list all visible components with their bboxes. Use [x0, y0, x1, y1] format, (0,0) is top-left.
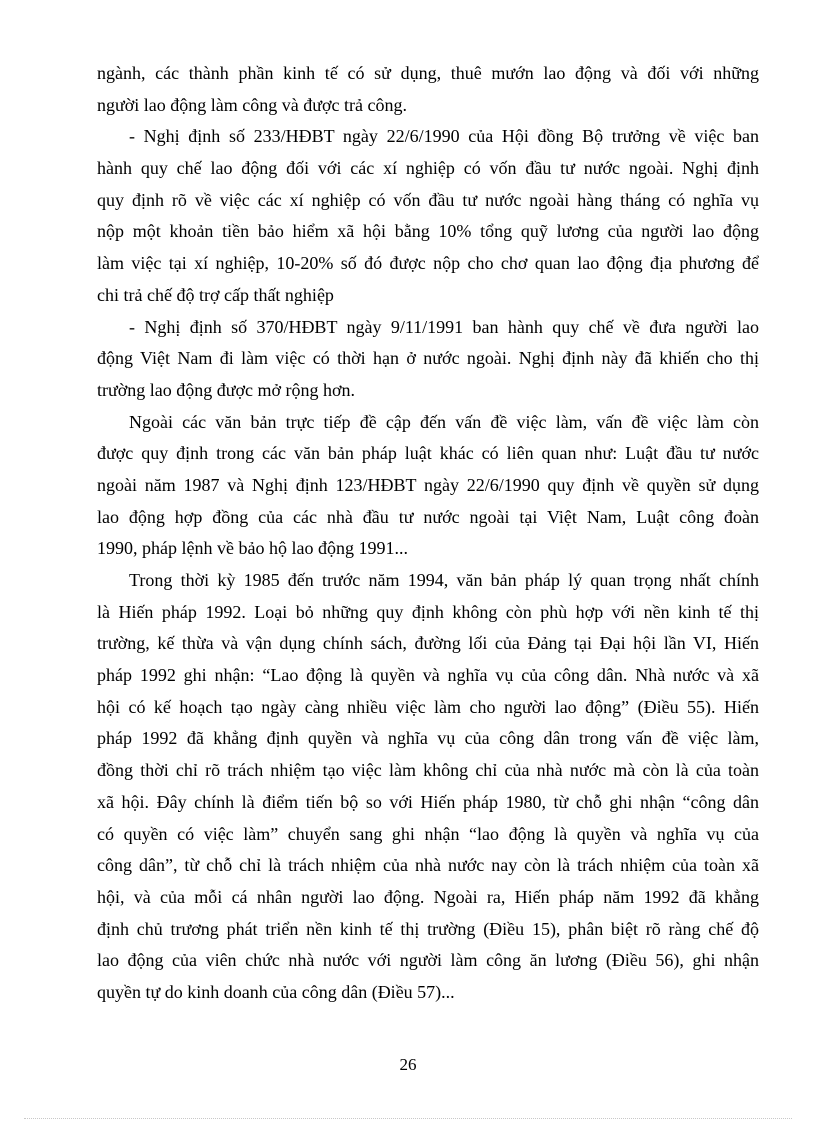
- text-line: có quyền có việc làm” chuyển sang ghi nhận “lao động là quyền và nghĩa vụ của: [97, 823, 759, 844]
- text-line: hội, và của mỗi cá nhân người lao động. Ngoài ra, Hiến pháp năm 1992 đã khẳng: [97, 886, 759, 907]
- text-line: quy định rõ về việc các xí nghiệp có vốn đầu tư nước ngoài hàng tháng có nghĩa vụ: [97, 189, 759, 210]
- paragraph: [97, 121, 759, 311]
- paragraph: [97, 312, 759, 407]
- text-line: chi trả chế độ trợ cấp thất nghiệp: [97, 284, 334, 305]
- text-line: hội có kế hoạch tạo ngày càng nhiều việc làm cho người lao động” (Điều 55). Hiến: [97, 696, 759, 717]
- text-line: 1990, pháp lệnh về bảo hộ lao động 1991...: [97, 538, 408, 559]
- document-body: [97, 58, 759, 1009]
- text-line: pháp 1992 ghi nhận: “Lao động là quyền và nghĩa vụ của công dân. Nhà nước và xã: [97, 665, 759, 686]
- page-number: 26: [399, 1055, 417, 1074]
- text-line: người lao động làm công và được trả công.: [97, 94, 407, 115]
- text-line: trường, kế thừa và vận dụng chính sách, đường lối của Đảng tại Đại hội lần VI, Hiến: [97, 633, 759, 654]
- text-line: nộp một khoản tiền bảo hiểm xã hội bằng 10% tổng quỹ lương của người lao động: [97, 221, 759, 242]
- text-line: đồng thời chỉ rõ trách nhiệm tạo việc làm không chỉ của nhà nước mà còn là của toàn: [97, 760, 759, 781]
- text-line: ngoài năm 1987 và Nghị định 123/HĐBT ngày 22/6/1990 quy định về quyền sử dụng: [97, 474, 759, 495]
- page-bottom-divider: [24, 1118, 792, 1119]
- paragraph: [97, 407, 759, 565]
- text-line: Ngoài các văn bản trực tiếp đề cập đến vấn đề việc làm, vấn đề việc làm còn: [129, 411, 759, 432]
- text-line: là Hiến pháp 1992. Loại bỏ những quy định không còn phù hợp với nền kinh tế thị: [97, 601, 759, 622]
- text-line: xã hội. Đây chính là điểm tiến bộ so với Hiến pháp 1980, từ chỗ ghi nhận “công dân: [97, 791, 759, 812]
- text-line: - Nghị định số 233/HĐBT ngày 22/6/1990 của Hội đồng Bộ trưởng về việc ban: [129, 126, 759, 147]
- text-line: - Nghị định số 370/HĐBT ngày 9/11/1991 ban hành quy chế về đưa người lao: [129, 316, 759, 337]
- text-line: lao động hợp đồng của các nhà đầu tư nước ngoài tại Việt Nam, Luật công đoàn: [97, 506, 759, 527]
- text-line: lao động của viên chức nhà nước với người làm công ăn lương (Điều 56), ghi nhận: [97, 950, 759, 971]
- text-line: làm việc tại xí nghiệp, 10-20% số đó được nộp cho chơ quan lao động địa phương để: [97, 253, 759, 274]
- text-line: ngành, các thành phần kinh tế có sử dụng, thuê mướn lao động và đối với những: [97, 63, 759, 83]
- text-line: động Việt Nam đi làm việc có thời hạn ở nước ngoài. Nghị định này đã khiến cho thị: [97, 348, 759, 369]
- text-line: hành quy chế lao động đối với các xí nghiệp có vốn đầu tư nước ngoài. Nghị định: [97, 158, 759, 179]
- text-line: quyền tự do kinh doanh của công dân (Điều 57)...: [97, 981, 455, 1002]
- paragraph: [97, 565, 759, 1009]
- text-line: trường lao động được mở rộng hơn.: [97, 379, 356, 400]
- text-line: được quy định trong các văn bản pháp luật khác có liên quan như: Luật đầu tư nước: [97, 443, 759, 464]
- text-line: pháp 1992 đã khẳng định quyền và nghĩa vụ của công dân trong vấn đề việc làm,: [97, 728, 759, 749]
- text-line: Trong thời kỳ 1985 đến trước năm 1994, văn bản pháp lý quan trọng nhất chính: [129, 570, 759, 590]
- text-line: định chủ trương phát triển nền kinh tế thị trường (Điều 15), phân biệt rõ ràng chế độ: [97, 918, 759, 939]
- paragraph: [97, 58, 759, 121]
- text-line: công dân”, từ chỗ chỉ là trách nhiệm của nhà nước nay còn là trách nhiệm của toàn xã: [97, 855, 759, 876]
